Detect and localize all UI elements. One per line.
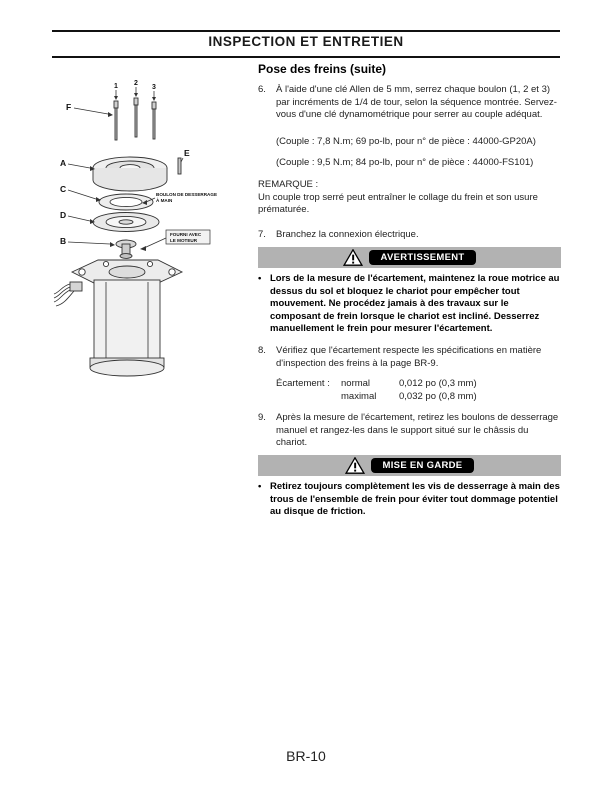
part-label-f: F — [66, 102, 72, 112]
electrical-connector — [54, 282, 82, 306]
step-7-text: Branchez la connexion électrique. — [276, 229, 419, 240]
bolt-number-1: 1 — [114, 83, 118, 90]
clearance-row-normal-value: 0,012 po (0,3 mm) — [399, 378, 477, 389]
step-8 — [258, 345, 561, 370]
step-6-text: À l'aide d'une clé Allen de 5 mm, serrez chaque boulon (1, 2 et 3) par incréments de 1/4 de tour, selon la séquence montrée. Servez-vous d'une clé dynamométrique pour serrer au couple adéquat. — [276, 84, 557, 121]
part-label-e: E — [184, 148, 190, 158]
part-label-b: B — [60, 236, 67, 246]
svg-text:LE MOTEUR: LE MOTEUR — [170, 238, 198, 243]
step-6 — [258, 84, 561, 122]
remark-text: Un couple trop serré peut entraîner le collage du frein et son usure prématurée. — [258, 191, 538, 216]
brake-assembly-diagram — [48, 76, 248, 396]
warning-text: Lors de la mesure de l'écartement, maintenez la roue motrice au dessus du sol et bloquez le chariot pour empêcher tout mouvement. Ne procédez jamais à des travaux sur le composant de frein lorsque le chariot est incliné. Desserrez manuellement le frein pour mesurer l'écartement. — [270, 273, 560, 335]
svg-text:À MAIN: À MAIN — [156, 198, 173, 203]
caution-label: MISE EN GARDE — [371, 458, 475, 473]
step-8-text: Vérifiez que l'écartement respecte les spécifications en matière d'inspection des freins à la page BR-9. — [276, 345, 542, 369]
warning-triangle-icon — [343, 249, 363, 266]
bolt-number-2: 2 — [134, 80, 138, 87]
part-label-d: D — [60, 210, 67, 220]
caution-text: Retirez toujours complètement les vis de desserrage à main des trous de l'ensemble de frein pour éviter tout dommage potentiel au disque de friction. — [270, 481, 560, 518]
brake-disc — [93, 213, 159, 232]
hub — [116, 240, 136, 258]
section-title: Pose des freins (suite) — [258, 62, 387, 76]
callout-fourni-moteur — [140, 230, 210, 251]
clearance-label: Écartement : — [276, 378, 330, 389]
warning-text-block — [258, 273, 561, 336]
allen-bolts — [114, 98, 156, 140]
page-header: INSPECTION ET ENTRETIEN — [208, 34, 404, 49]
remark-label: REMARQUE : — [258, 179, 319, 190]
step-7 — [258, 229, 561, 242]
warning-banner — [258, 247, 561, 268]
caution-text-block — [258, 481, 561, 519]
bolt-number-3: 3 — [152, 84, 156, 91]
step-9-text: Après la mesure de l'écartement, retirez les boulons de desserrage manuel et rangez-les dans le support situé sur le châssis du chariot. — [276, 412, 559, 449]
torque-spec-1: (Couple : 7,8 N.m; 69 po-lb, pour n° de pièce : 44000-GP20A) — [276, 136, 536, 147]
clearance-row-max-name: maximal — [341, 390, 377, 402]
clearance-values — [399, 378, 477, 404]
part-label-c: C — [60, 184, 67, 194]
clearance-row-max-value: 0,032 po (0,8 mm) — [399, 390, 477, 402]
step-9-number: 9. — [258, 412, 266, 423]
step-9 — [258, 412, 561, 450]
caution-banner — [258, 455, 561, 476]
step-8-number: 8. — [258, 345, 266, 356]
clearance-names — [341, 378, 399, 404]
header-rule-top — [52, 30, 560, 32]
clearance-table — [258, 378, 561, 404]
step-7-number: 7. — [258, 229, 266, 240]
caution-triangle-icon — [345, 457, 365, 474]
step-6-number: 6. — [258, 84, 266, 95]
svg-text:FOURNI AVEC: FOURNI AVEC — [170, 232, 202, 237]
torque-spec-2: (Couple : 9,5 N.m; 84 po-lb, pour n° de pièce : 44000-FS101) — [276, 157, 534, 168]
page-number: BR-10 — [286, 748, 326, 764]
caution-bullet: • — [258, 481, 262, 492]
svg-text:BOULON DE DESSERRAGE: BOULON DE DESSERRAGE — [156, 192, 218, 197]
clearance-row-normal-name: normal — [341, 378, 371, 389]
part-label-a: A — [60, 158, 67, 168]
brake-drum — [93, 157, 167, 191]
header-rule-bottom — [52, 56, 560, 58]
motor-body — [90, 280, 164, 376]
remark-block — [258, 179, 561, 217]
warning-bullet: • — [258, 273, 262, 284]
warning-label: AVERTISSEMENT — [369, 250, 477, 265]
